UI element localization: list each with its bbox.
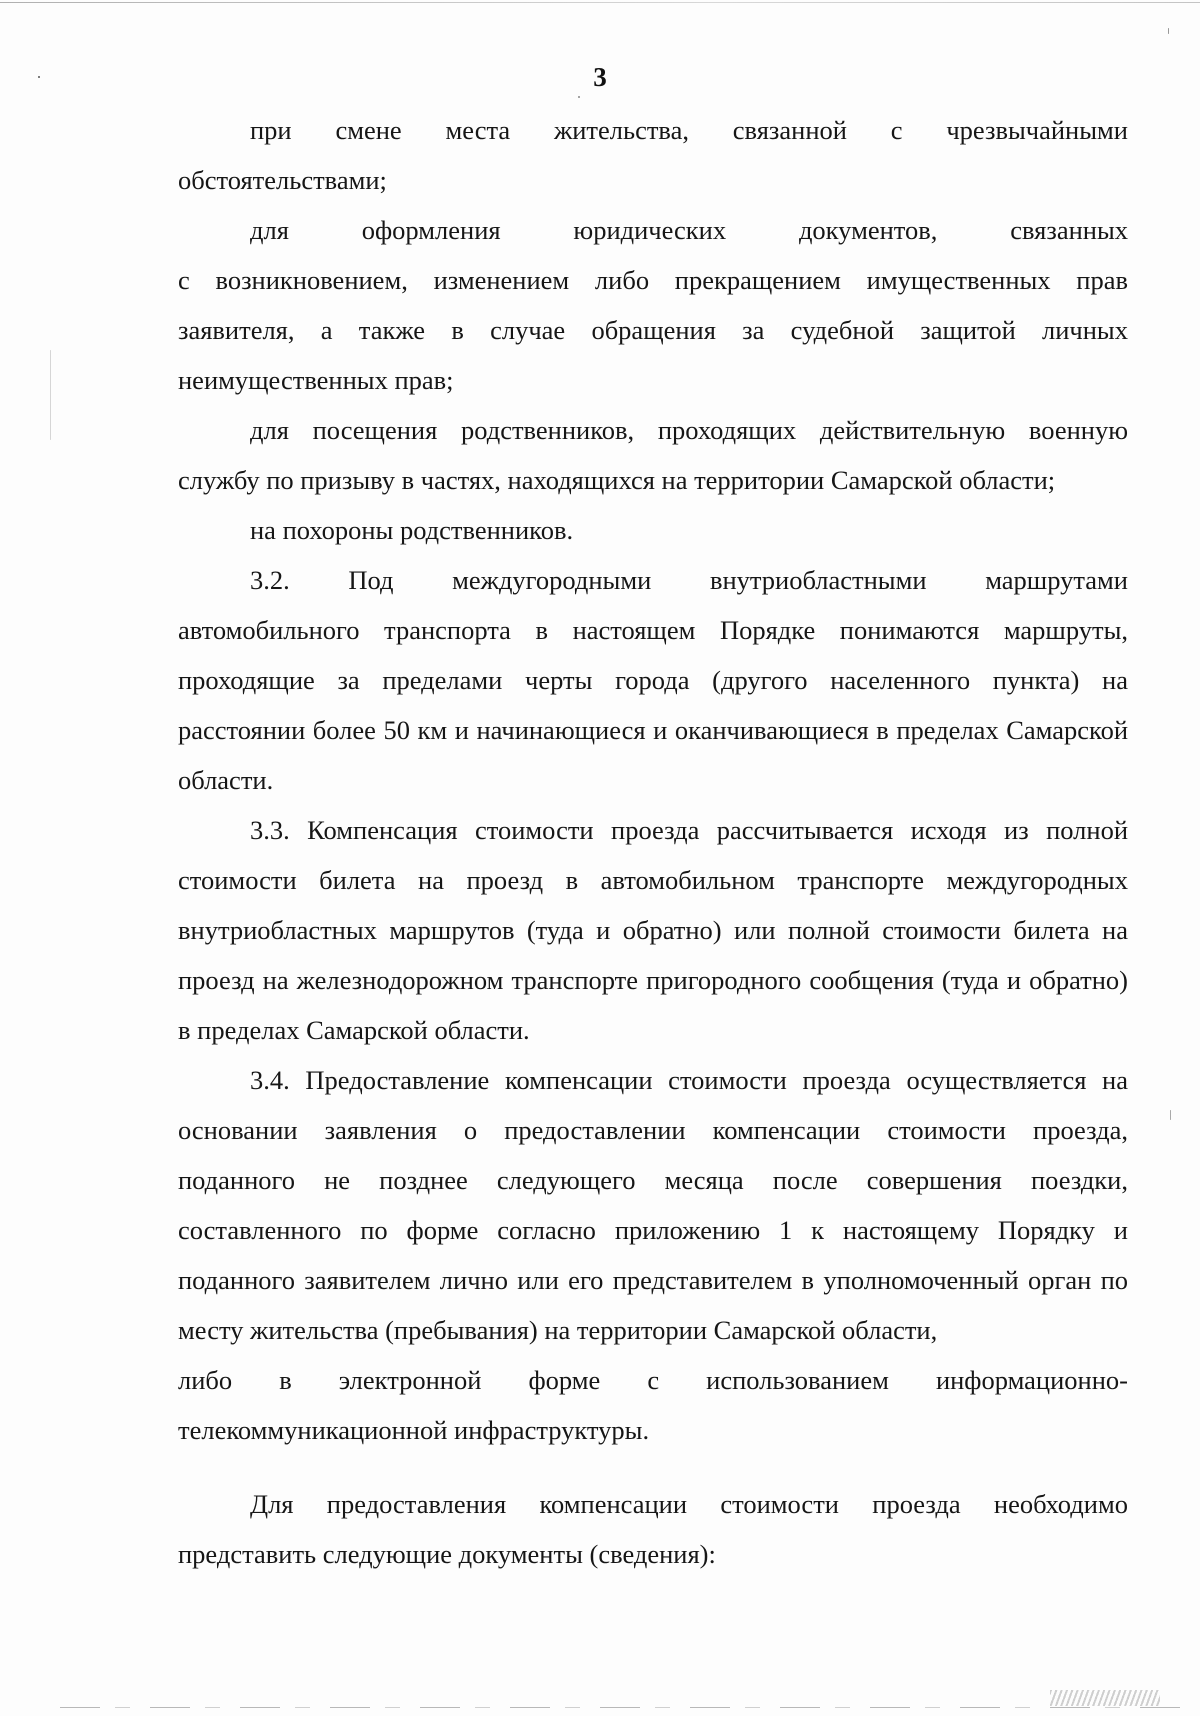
word: связанной [732,115,847,145]
word: необходимо [993,1489,1128,1519]
word: юридических [573,215,727,245]
paragraph-documents-required [178,1479,1128,1579]
word: компенсации [539,1489,688,1519]
page-number: 3 [593,62,607,92]
scan-edge-top [0,2,1200,3]
word: Для [250,1489,294,1519]
word: проезда [872,1489,961,1519]
paragraph-text: с возникновением, изменением либо прекращением имущественных прав заявителя, а также в случае обращения за судебной защитой личных неимущественных прав; [178,265,1128,395]
scan-smudge [1050,1690,1160,1706]
word: с [647,1365,660,1395]
word: места [445,115,511,145]
word: предоставления [326,1489,507,1519]
justified-line [178,555,1128,605]
word: документов, [798,215,938,245]
scan-edge-bottom [60,1707,1190,1708]
document-body [178,105,1128,1579]
word: стоимости [720,1489,839,1519]
word: форме [528,1365,601,1395]
word: жительства, [553,115,689,145]
word: смене [335,115,402,145]
justified-line [178,205,1128,255]
paragraph-3-2 [178,555,1128,805]
paragraph-3-3: 3.3. Компенсация стоимости проезда рассчитывается исходя из полной стоимости билета на проезд в автомобильном транспорте междугородных внутриобластных маршрутов (туда и обратно) или полной стоимости билета на проезд на железнодорожном транспорте пригородного сообщения (туда и обратно) в пределах Самарской области. [178,815,1128,1045]
paragraph-line: обстоятельствами; [178,165,387,195]
word: связанных [1010,215,1128,245]
word: маршрутами [985,565,1128,595]
word: для [250,215,289,245]
justified-line [178,1355,1128,1405]
scan-speck [578,96,580,98]
scan-speck [1168,28,1169,34]
word: с [890,115,903,145]
paragraph-text: 3.4. Предоставление компенсации стоимости проезда осуществляется на основании заявления о предоставлении компенсации стоимости проезда, поданного не позднее следующего месяца после совершения поездки, составленного по форме согласно приложению 1 к настоящему Порядку и поданного заявителем лично или его представителем в уполномоченный орган по месту жительства (пребывания) на территории Самарской области, [178,1065,1128,1345]
word: внутриобластными [709,565,927,595]
justified-line [178,1479,1128,1529]
justified-line [178,105,1128,155]
word: электронной [338,1365,482,1395]
paragraph-line: представить следующие документы (сведения): [178,1539,716,1569]
paragraph-line: телекоммуникационной инфраструктуры. [178,1415,650,1445]
word: Под [348,565,394,595]
word: оформления [361,215,501,245]
word: либо [178,1365,233,1395]
paragraph-military-visit: для посещения родственников, проходящих действительную военную службу по призыву в частях, находящихся на территории Самарской области; [178,415,1128,495]
word: использованием [706,1365,889,1395]
paragraph-funeral: на похороны родственников. [250,515,574,545]
word: междугородными [452,565,652,595]
word: 3.2. [250,565,290,595]
word: в [279,1365,292,1395]
word: информационно- [935,1365,1128,1395]
paragraph-3-4 [178,1055,1128,1455]
paragraph-residence-change [178,105,1128,205]
scan-edge-left [50,350,51,440]
word: чрезвычайными [946,115,1128,145]
paragraph-text: автомобильного транспорта в настоящем Порядке понимаются маршруты, проходящие за пределами черты города (другого населенного пункта) на расстоянии более 50 км и начинающиеся и оканчивающиеся в пределах Самарской области. [178,615,1128,795]
word: при [250,115,292,145]
paragraph-legal-documents [178,205,1128,405]
scan-speck [1170,1110,1171,1120]
